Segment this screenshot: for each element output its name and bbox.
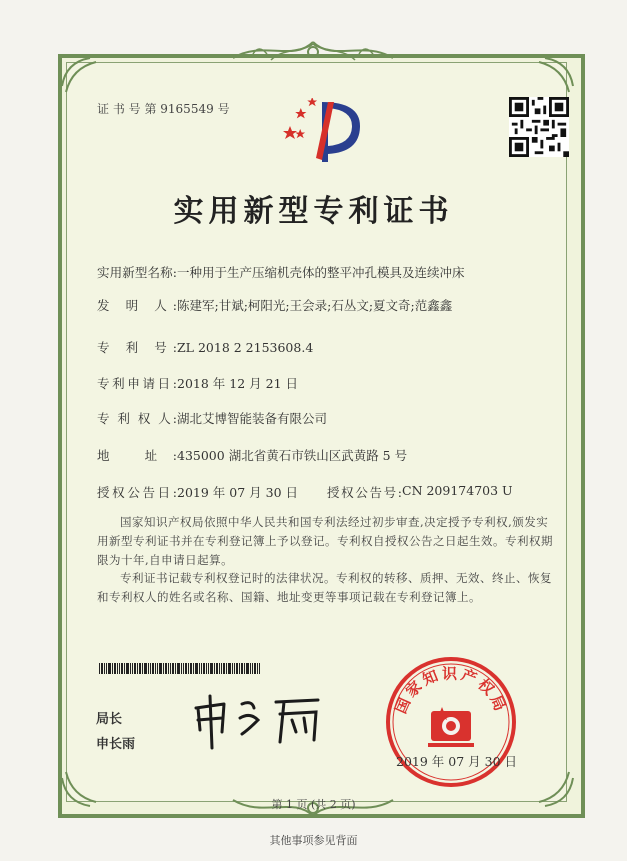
seal-date: 2019 年 07 月 30 日 [396, 754, 517, 769]
cnipa-logo [282, 98, 362, 166]
qr-code [509, 97, 569, 157]
certificate-number [97, 100, 230, 117]
top-ornament [223, 38, 403, 72]
corner-ornament-tl [60, 56, 100, 96]
page-number: 第 1 页 (共 2 页) [271, 798, 356, 811]
svg-text:国家知识产权局: 国家知识产权局 [391, 664, 511, 717]
patentee-value: 湖北艾博智能装备有限公司 [177, 411, 328, 426]
certificate-title: 实用新型专利证书 [173, 194, 454, 229]
grant-number-label: 授权公告号: [327, 485, 402, 500]
certificate-number-label: 证 书 号 第 [97, 102, 157, 116]
signatory-title: 局长 [96, 712, 123, 727]
application-date-row [97, 374, 298, 392]
certificate-number-value: 9165549 [160, 102, 214, 116]
grant-number-value: CN 209174703 U [402, 483, 513, 498]
certificate-number-suffix: 号 [217, 102, 230, 116]
barcode [99, 663, 260, 674]
patent-number-value: ZL 2018 2 2153608.4 [177, 340, 314, 355]
certificate-paragraph: 专利证书记载专利权登记时的法律状况。专利权的转移、质押、无效、终止、恢复和专利权人的姓名或名称、国籍、地址变更等事项记载在专利登记簿上。 [97, 571, 552, 604]
utility-model-name-value: 一种用于生产压缩机壳体的整平冲孔模具及连续冲床 [177, 265, 465, 280]
inventors-value: 陈建军;甘斌;柯阳光;王会录;石丛文;夏文奇;范鑫鑫 [177, 298, 453, 313]
signatory-name: 申长雨 [96, 737, 136, 752]
patentee-row [97, 409, 327, 427]
handwritten-signature [188, 690, 328, 750]
inventors-label: 发 明 人: [97, 298, 177, 313]
patentee-label: 专 利 权 人: [97, 411, 177, 426]
address-label: 地 址: [97, 448, 177, 463]
certificate-paragraph: 国家知识产权局依照中华人民共和国专利法经过初步审查,决定授予专利权,颁发实用新型专利证书并在专利登记簿上予以登记。专利权自授权公告之日起生效。专利权期限为十年,自申请日起算。 [97, 515, 553, 567]
application-date-value: 2018 年 12 月 21 日 [177, 376, 298, 391]
patent-number-label: 专 利 号: [97, 340, 177, 355]
utility-model-name-row [97, 263, 465, 281]
grant-row [97, 483, 513, 501]
application-date-label: 专利申请日: [97, 376, 177, 391]
grant-date-value: 2019 年 07 月 30 日 [177, 485, 298, 500]
footer-note: 其他事项参见背面 [269, 834, 358, 847]
grant-date-label: 授权公告日: [97, 485, 177, 500]
corner-ornament-tr [535, 56, 575, 96]
inventors-row [97, 296, 452, 314]
address-row [97, 446, 407, 464]
utility-model-name-label: 实用新型名称: [97, 265, 177, 280]
address-value: 435000 湖北省黄石市铁山区武黄路 5 号 [177, 448, 408, 463]
patent-number-row [97, 338, 313, 356]
